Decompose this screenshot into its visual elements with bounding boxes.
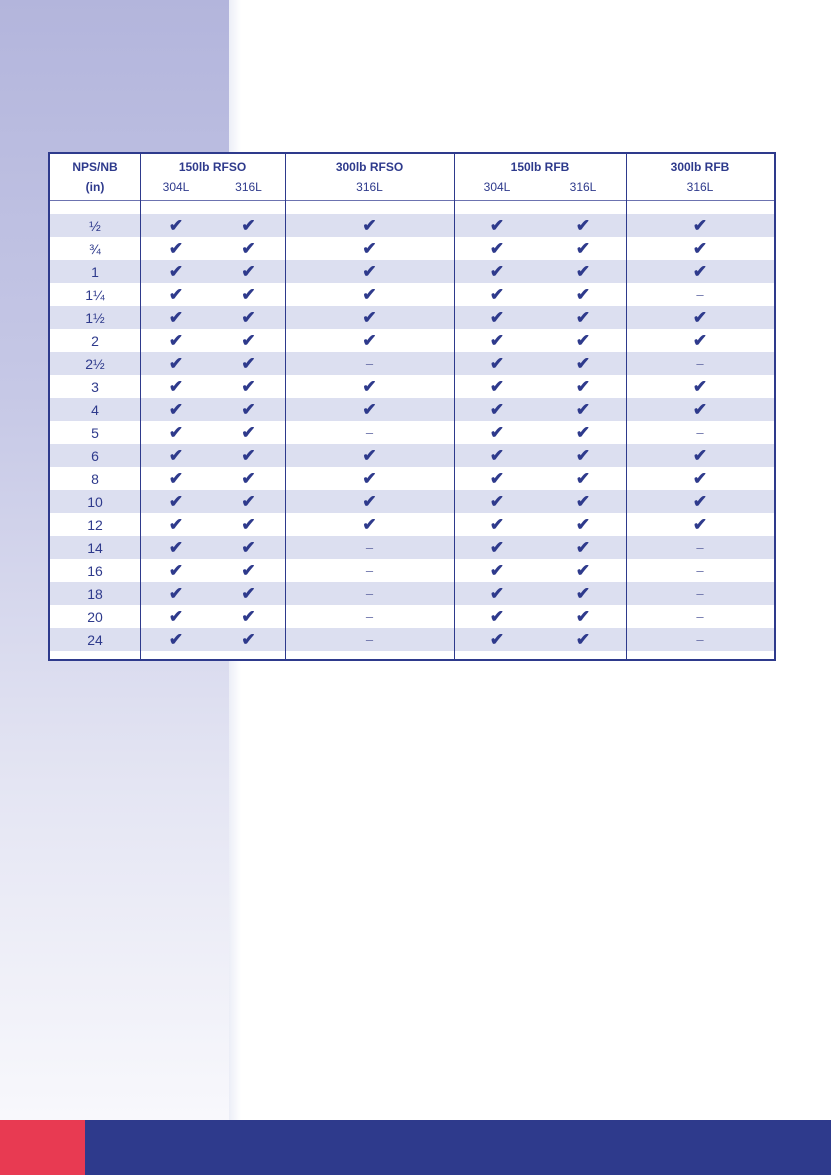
dash-icon: –	[696, 632, 704, 647]
check-icon: ✔	[241, 445, 256, 465]
size-cell: 10	[87, 493, 103, 510]
size-cell: 2½	[85, 355, 105, 372]
dash-icon: –	[365, 586, 374, 601]
check-icon: ✔	[489, 537, 505, 557]
check-icon: ✔	[489, 629, 505, 649]
dash-icon: –	[365, 609, 374, 624]
size-cell: 6	[91, 447, 99, 464]
check-icon: ✔	[241, 537, 256, 557]
size-cell: ¾	[89, 240, 101, 257]
check-icon: ✔	[362, 376, 377, 396]
dash-icon: –	[696, 356, 704, 371]
grade-header: 316L	[686, 180, 714, 194]
check-icon: ✔	[362, 238, 377, 258]
check-icon: ✔	[168, 537, 184, 557]
size-cell: 1½	[85, 309, 105, 326]
check-icon: ✔	[362, 399, 377, 419]
check-icon: ✔	[489, 583, 505, 603]
check-icon: ✔	[241, 215, 256, 235]
grade-header: 316L	[356, 180, 383, 194]
check-icon: ✔	[575, 468, 591, 488]
size-header: NPS/NB	[72, 160, 118, 174]
size-unit-header: (in)	[85, 180, 105, 194]
check-icon: ✔	[489, 399, 505, 419]
check-icon: ✔	[168, 399, 184, 419]
grade-header: 304L	[162, 180, 190, 194]
dash-icon: –	[696, 540, 704, 555]
check-icon: ✔	[241, 376, 256, 396]
check-icon: ✔	[575, 537, 591, 557]
check-icon: ✔	[168, 284, 184, 304]
size-cell: 16	[87, 562, 103, 579]
check-icon: ✔	[168, 376, 184, 396]
check-icon: ✔	[362, 215, 377, 235]
dash-icon: –	[696, 425, 704, 440]
check-icon: ✔	[692, 468, 708, 488]
size-cell: ½	[89, 217, 101, 234]
check-icon: ✔	[489, 606, 505, 626]
check-icon: ✔	[692, 491, 708, 511]
group-header-300lb-rfso: 300lb RFSO	[335, 160, 404, 174]
check-icon: ✔	[362, 261, 377, 281]
size-cell: 12	[87, 516, 103, 533]
check-icon: ✔	[168, 307, 184, 327]
check-icon: ✔	[489, 307, 505, 327]
size-cell: 1¼	[85, 286, 105, 303]
dash-icon: –	[696, 563, 704, 578]
check-icon: ✔	[575, 284, 591, 304]
flange-availability-table	[48, 152, 776, 661]
check-icon: ✔	[575, 215, 591, 235]
group-header-150lb-rfso: 150lb RFSO	[178, 160, 247, 174]
check-icon: ✔	[575, 330, 591, 350]
size-cell: 5	[91, 424, 99, 441]
size-cell: 8	[91, 470, 99, 487]
check-icon: ✔	[489, 422, 505, 442]
check-icon: ✔	[168, 261, 184, 281]
check-icon: ✔	[575, 261, 591, 281]
dash-icon: –	[365, 356, 374, 371]
check-icon: ✔	[168, 468, 184, 488]
dash-icon: –	[696, 609, 704, 624]
check-icon: ✔	[575, 606, 591, 626]
check-icon: ✔	[241, 307, 256, 327]
check-icon: ✔	[241, 284, 256, 304]
check-icon: ✔	[489, 353, 505, 373]
check-icon: ✔	[489, 330, 505, 350]
footer-accent	[0, 1120, 85, 1175]
check-icon: ✔	[489, 215, 505, 235]
check-icon: ✔	[241, 629, 256, 649]
check-icon: ✔	[168, 238, 184, 258]
footer-bar	[0, 1120, 831, 1175]
check-icon: ✔	[489, 468, 505, 488]
size-cell: 4	[91, 401, 99, 418]
check-icon: ✔	[168, 330, 184, 350]
check-icon: ✔	[489, 491, 505, 511]
size-cell: 1	[91, 263, 99, 280]
size-cell: 14	[87, 539, 103, 556]
check-icon: ✔	[241, 261, 256, 281]
check-icon: ✔	[692, 215, 708, 235]
check-icon: ✔	[692, 238, 708, 258]
check-icon: ✔	[168, 445, 184, 465]
check-icon: ✔	[168, 491, 184, 511]
check-icon: ✔	[489, 560, 505, 580]
check-icon: ✔	[168, 629, 184, 649]
check-icon: ✔	[575, 399, 591, 419]
size-cell: 2	[91, 332, 99, 349]
check-icon: ✔	[692, 376, 708, 396]
check-icon: ✔	[575, 560, 591, 580]
check-icon: ✔	[168, 215, 184, 235]
size-cell: 18	[87, 585, 103, 602]
check-icon: ✔	[362, 514, 377, 534]
check-icon: ✔	[241, 399, 256, 419]
check-icon: ✔	[575, 238, 591, 258]
check-icon: ✔	[575, 491, 591, 511]
check-icon: ✔	[575, 307, 591, 327]
check-icon: ✔	[489, 238, 505, 258]
dash-icon: –	[365, 540, 374, 555]
dash-icon: –	[696, 586, 704, 601]
check-icon: ✔	[362, 284, 377, 304]
check-icon: ✔	[575, 353, 591, 373]
check-icon: ✔	[241, 583, 256, 603]
check-icon: ✔	[241, 560, 256, 580]
check-icon: ✔	[575, 583, 591, 603]
check-icon: ✔	[575, 422, 591, 442]
grade-header: 316L	[569, 180, 597, 194]
check-icon: ✔	[362, 445, 377, 465]
check-icon: ✔	[168, 353, 184, 373]
check-icon: ✔	[575, 376, 591, 396]
size-cell: 24	[87, 631, 103, 648]
check-icon: ✔	[241, 468, 256, 488]
check-icon: ✔	[362, 491, 377, 511]
group-header-150lb-rfb: 150lb RFB	[510, 160, 570, 174]
check-icon: ✔	[575, 629, 591, 649]
check-icon: ✔	[241, 238, 256, 258]
check-icon: ✔	[241, 606, 256, 626]
check-icon: ✔	[575, 514, 591, 534]
check-icon: ✔	[692, 307, 708, 327]
check-icon: ✔	[362, 468, 377, 488]
size-cell: 20	[87, 608, 103, 625]
group-header-300lb-rfb: 300lb RFB	[670, 160, 730, 174]
check-icon: ✔	[692, 261, 708, 281]
check-icon: ✔	[489, 445, 505, 465]
grade-header: 316L	[235, 180, 262, 194]
check-icon: ✔	[692, 330, 708, 350]
check-icon: ✔	[362, 330, 377, 350]
check-icon: ✔	[168, 514, 184, 534]
size-cell: 3	[91, 378, 99, 395]
dash-icon: –	[365, 563, 374, 578]
check-icon: ✔	[241, 422, 256, 442]
check-icon: ✔	[168, 583, 184, 603]
check-icon: ✔	[692, 445, 708, 465]
check-icon: ✔	[241, 491, 256, 511]
check-icon: ✔	[241, 514, 256, 534]
check-icon: ✔	[241, 330, 256, 350]
check-icon: ✔	[241, 353, 256, 373]
check-icon: ✔	[489, 514, 505, 534]
header-rule	[50, 200, 774, 201]
check-icon: ✔	[168, 560, 184, 580]
dash-icon: –	[696, 287, 704, 302]
check-icon: ✔	[692, 399, 708, 419]
check-icon: ✔	[168, 422, 184, 442]
check-icon: ✔	[489, 284, 505, 304]
check-icon: ✔	[575, 445, 591, 465]
grade-header: 304L	[483, 180, 511, 194]
check-icon: ✔	[489, 261, 505, 281]
check-icon: ✔	[168, 606, 184, 626]
dash-icon: –	[365, 632, 374, 647]
check-icon: ✔	[489, 376, 505, 396]
check-icon: ✔	[362, 307, 377, 327]
check-icon: ✔	[692, 514, 708, 534]
dash-icon: –	[365, 425, 374, 440]
